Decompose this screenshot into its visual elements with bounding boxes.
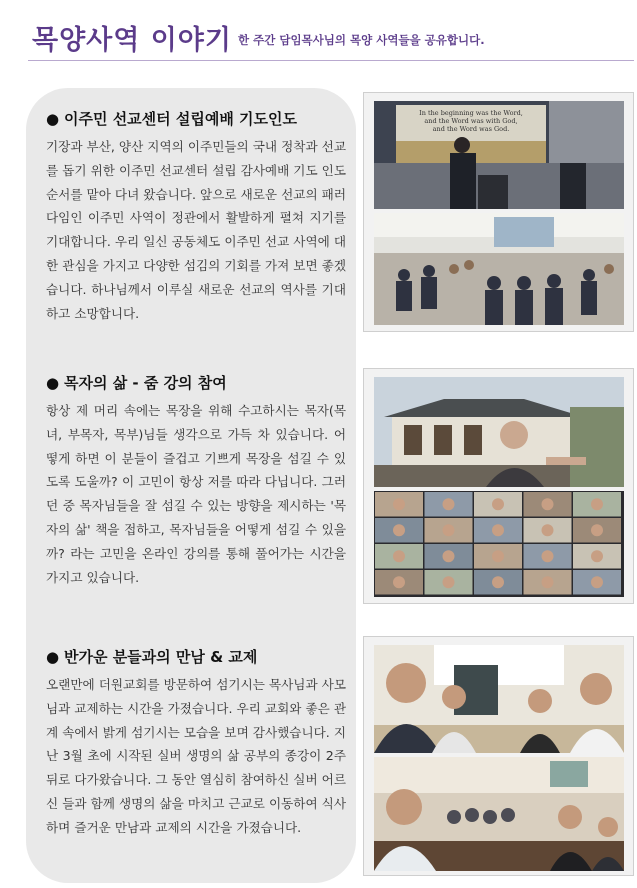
participant-face xyxy=(542,524,554,536)
banner-line-3: and the Word was God. xyxy=(432,125,510,133)
participant-face xyxy=(393,550,405,562)
participant-face xyxy=(492,498,504,510)
bullet-icon: ● xyxy=(46,374,60,392)
section-heading xyxy=(46,108,346,129)
page-title: 목양사역 이야기 xyxy=(32,25,232,56)
participant-face xyxy=(443,550,455,562)
photo-frame-3 xyxy=(363,636,634,876)
participant-face xyxy=(542,576,554,588)
congregation-photo xyxy=(374,213,624,325)
participant-face xyxy=(443,524,455,536)
participant-face xyxy=(443,498,455,510)
participant-face xyxy=(591,498,603,510)
section-heading xyxy=(46,372,346,393)
zoom-gallery-photo xyxy=(374,491,624,597)
participant-face xyxy=(542,498,554,510)
participant-face xyxy=(393,576,405,588)
section-body: 기장과 부산, 양산 지역의 이주민들의 국내 정착과 선교를 돕기 위한 이주민 선교센터 설립 감사예배 기도 인도 순서를 맡아 다녀 왔습니다. 앞으로 새로운 선교의 패러다임인 이주민 사역이 정관에서 활발하게 펼쳐 지기를 기대합니다. 우리 일신 공동체도 이주민 선교 사역에 대한 관심을 가지고 다양한 섬김의 기회를 가져 보면 좋겠습니다. 하나님께서 이루실 새로운 선교의 역사를 기대하고 소망합니다. xyxy=(46,139,346,321)
section-title: 목자의 삶 - 줌 강의 참여 xyxy=(64,374,227,392)
page-header xyxy=(0,0,637,62)
participant-face xyxy=(492,576,504,588)
participant-face xyxy=(393,524,405,536)
section-body: 오랜만에 더원교회를 방문하여 섬기시는 목사님과 사모님과 교제하는 시간을 가졌습니다. 우리 교회와 좋은 관계 속에서 밝게 섬기시는 모습을 보며 감사했습니다. 지난 3월 초에 시작된 실버 생명의 삶 공부의 종강이 2주 뒤로 다가왔습니다. 그 동안 열심히 참여하신 실버 어르신 들과 함께 생명의 삶을 마치고 근교로 이동하여 식사하며 즐거운 만남과 교제의 시간을 가졌습니다. xyxy=(46,677,346,835)
section-fellowship xyxy=(46,646,346,840)
bullet-icon: ● xyxy=(46,110,60,128)
participant-face xyxy=(492,550,504,562)
section-migrant-mission xyxy=(46,108,346,325)
section-title: 이주민 선교센터 설립예배 기도인도 xyxy=(64,110,298,128)
worship-service-photo xyxy=(374,101,624,209)
banner-line-2: and the Word was with God, xyxy=(424,117,518,125)
silver-fellowship-photo xyxy=(374,757,624,871)
photo-frame-2 xyxy=(363,368,634,604)
section-heading xyxy=(46,646,346,667)
participant-face xyxy=(443,576,455,588)
section-title: 반가운 분들과의 만남 & 교제 xyxy=(64,648,258,666)
participant-face xyxy=(591,576,603,588)
church-visit-photo xyxy=(374,645,624,753)
photo-frame-1 xyxy=(363,92,634,332)
participant-face xyxy=(591,524,603,536)
participant-face xyxy=(542,550,554,562)
section-body: 항상 제 머리 속에는 목장을 위해 수고하시는 목자(목녀, 부목자, 목부)님들 생각으로 가득 차 있습니다. 어떻게 하면 이 분들이 즐겁고 기쁘게 목장을 섬길 수 있도록 도울까? 이 고민이 항상 저를 따라 다닙니다. 그러던 중 목자님들을 잘 섬길 수 있는 방향을 제시하는 '목자의 삶' 책을 접하고, 목자님들을 어떻게 섬길 수 있을까? 라는 고민을 온라인 강의를 통해 풀어가는 시간을 가지고 있습니다. xyxy=(46,403,346,585)
section-shepherd-life xyxy=(46,372,346,589)
lecturer-photo xyxy=(374,377,624,487)
bullet-icon: ● xyxy=(46,648,60,666)
participant-face xyxy=(591,550,603,562)
banner-line-1: In the beginning was the Word, xyxy=(419,109,523,117)
header-divider xyxy=(28,60,634,61)
participant-face xyxy=(492,524,504,536)
participant-face xyxy=(393,498,405,510)
page-subtitle: 한 주간 담임목사님의 목양 사역들을 공유합니다. xyxy=(238,33,485,47)
